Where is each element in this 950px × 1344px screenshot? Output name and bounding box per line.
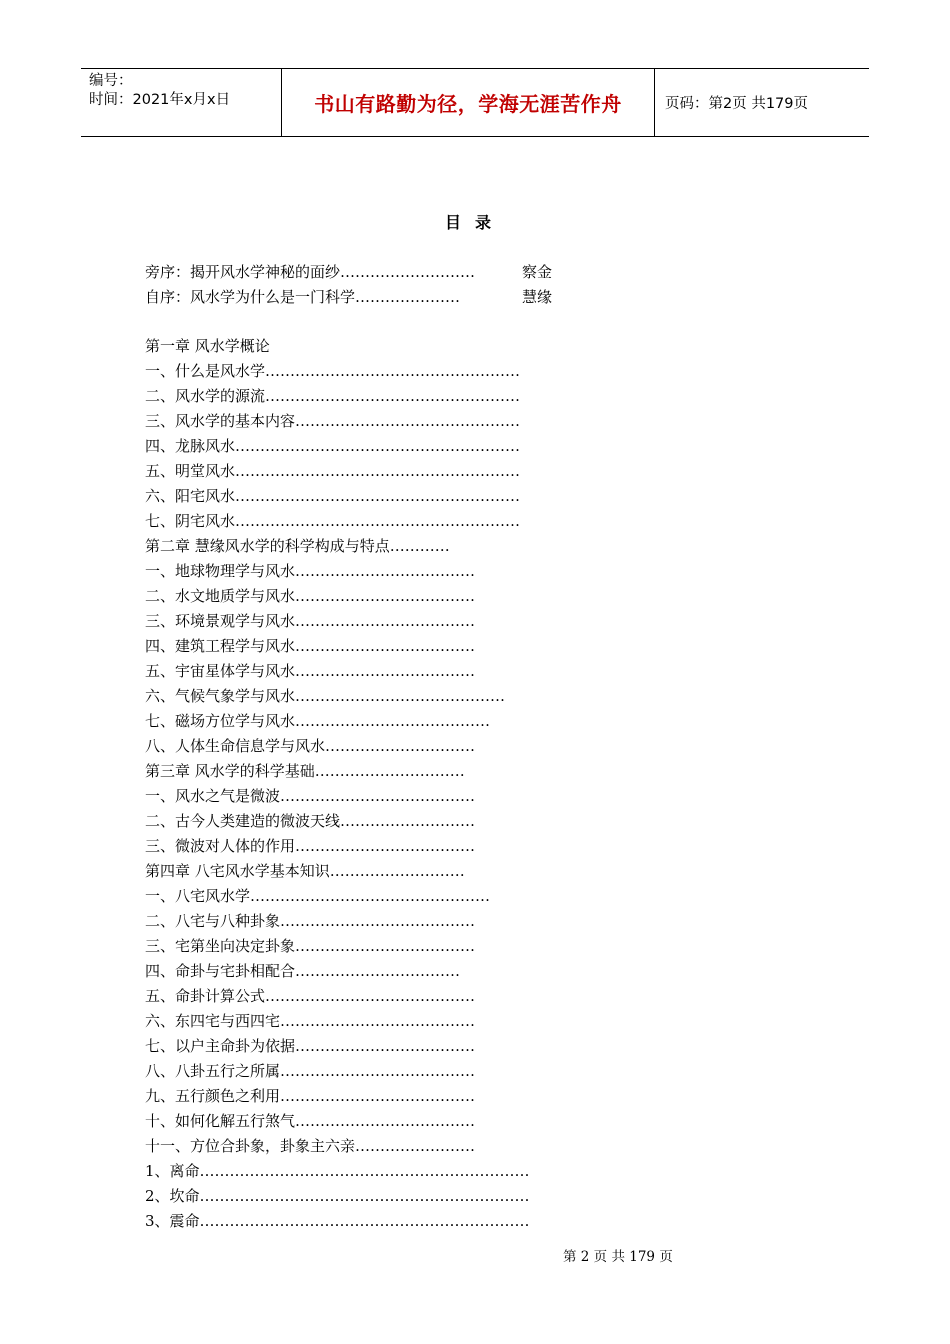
toc-title: 目录: [444, 213, 505, 232]
preface-line: 自序：风水学为什么是一门科学…………………: [145, 288, 461, 306]
toc-entry: 五、明堂风水…………………………………………………: [145, 462, 521, 480]
toc-entry: 八、人体生命信息学与风水…………………………: [145, 737, 476, 755]
toc-entry: 六、阳宅风水…………………………………………………: [145, 487, 521, 505]
toc-entry: 二、风水学的源流……………………………………………: [145, 387, 521, 405]
page-info-text: 页码：第2页 共179页: [665, 96, 809, 112]
toc-entry: 七、以户主命卦为依据………………………………: [145, 1037, 476, 1055]
toc-entry: 十、如何化解五行煞气………………………………: [145, 1112, 476, 1130]
toc-chapter: 第四章 八宅风水学基本知识………………………: [145, 862, 465, 880]
toc-entry: 2、坎命…………………………………………………………: [145, 1187, 530, 1205]
toc-entry: 三、微波对人体的作用………………………………: [145, 837, 476, 855]
toc-entry: 三、风水学的基本内容………………………………………: [145, 412, 521, 430]
toc-entry: 四、命卦与宅卦相配合……………………………: [145, 962, 461, 980]
toc-entry: 九、五行颜色之利用…………………………………: [145, 1087, 476, 1105]
toc-entry: 一、风水之气是微波…………………………………: [145, 787, 476, 805]
toc-entry: 二、水文地质学与风水………………………………: [145, 587, 476, 605]
page-footer: 第 2 页 共 179 页: [563, 1249, 673, 1265]
preface-line: 旁序：揭开风水学神秘的面纱………………………: [145, 263, 476, 281]
toc-entry: 1、离命…………………………………………………………: [145, 1162, 530, 1180]
preface-author: 察金: [522, 263, 553, 281]
toc-entry: 八、八卦五行之所属…………………………………: [145, 1062, 476, 1080]
header-page-info: [655, 69, 869, 136]
toc-entry: 3、震命…………………………………………………………: [145, 1212, 530, 1230]
toc-entry: 十一、方位合卦象，卦象主六亲……………………: [145, 1137, 476, 1155]
toc-entry: 六、东四宅与西四宅…………………………………: [145, 1012, 476, 1030]
toc-entry: 一、地球物理学与风水………………………………: [145, 562, 476, 580]
toc-entry: 六、气候气象学与风水……………………………………: [145, 687, 506, 705]
toc-chapter: 第三章 风水学的科学基础…………………………: [145, 762, 465, 780]
toc-entry: 三、环境景观学与风水………………………………: [145, 612, 476, 630]
header-motto-cell: [281, 69, 655, 136]
toc-chapter: 第一章 风水学概论: [145, 337, 270, 355]
toc-entry: 一、八宅风水学…………………………………………: [145, 887, 491, 905]
time-label: 时间：2021年x月x日: [89, 92, 231, 108]
toc-entry: 一、什么是风水学……………………………………………: [145, 362, 521, 380]
toc-entry: 五、命卦计算公式……………………………………: [145, 987, 476, 1005]
toc-entry: 四、龙脉风水…………………………………………………: [145, 437, 521, 455]
toc-entry: 四、建筑工程学与风水………………………………: [145, 637, 476, 655]
toc-entry: 三、宅第坐向决定卦象………………………………: [145, 937, 476, 955]
page-header: [81, 68, 869, 137]
preface-author: 慧缘: [522, 288, 553, 306]
toc-entry: 七、阴宅风水…………………………………………………: [145, 512, 521, 530]
header-meta: [81, 69, 281, 136]
toc-entry: 二、古今人类建造的微波天线………………………: [145, 812, 476, 830]
toc-entry: 五、宇宙星体学与风水………………………………: [145, 662, 476, 680]
number-label: 编号：: [89, 73, 133, 89]
toc-entry: 七、磁场方位学与风水…………………………………: [145, 712, 491, 730]
toc-chapter: 第二章 慧缘风水学的科学构成与特点…………: [145, 537, 450, 555]
toc-entry: 二、八宅与八种卦象…………………………………: [145, 912, 476, 930]
motto-text: 书山有路勤为径，学海无涯苦作舟: [314, 92, 622, 116]
